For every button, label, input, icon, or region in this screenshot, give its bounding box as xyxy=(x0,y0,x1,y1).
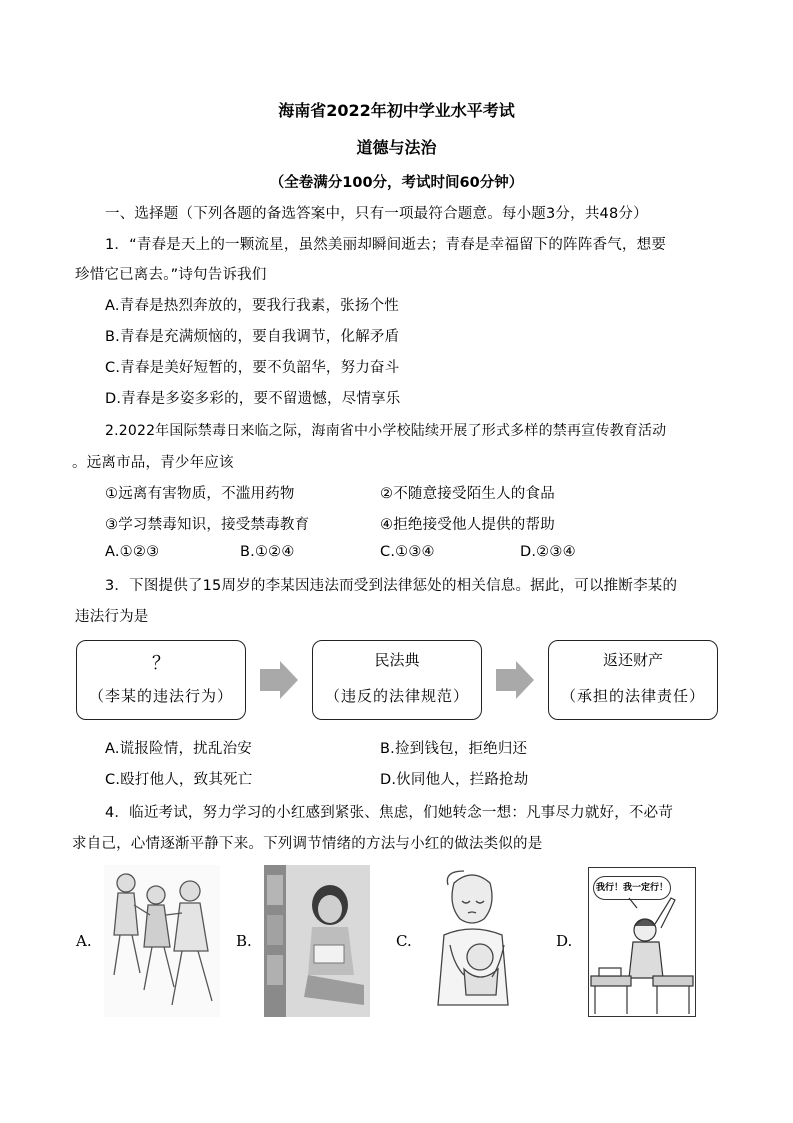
flow-box-liability-top: 返还财产 xyxy=(602,651,663,669)
q1-option-d: D.青春是多姿多彩的，要不留遗憾，尽情享乐 xyxy=(105,391,401,407)
q3-option-d: D.伙同他人，拦路抢劫 xyxy=(380,772,529,788)
dancing-girls-image xyxy=(104,865,220,1017)
q1-option-c: C.青春是美好短暂的，要不负韶华，努力奋斗 xyxy=(105,360,400,376)
flow-box-act-top: ？ xyxy=(152,653,170,674)
flow-box-liability-bottom: （承担的法律责任） xyxy=(560,687,705,705)
q1-stem-line1: 1．“青春是天上的一颗流星，虽然美丽却瞬间逝去；青春是幸福留下的阵阵香气，想要 xyxy=(105,237,667,253)
arrow-right-icon xyxy=(494,660,536,700)
q1-option-a: A.青春是热烈奔放的，要我行我素，张扬个性 xyxy=(105,298,399,314)
flow-box-law-top: 民法典 xyxy=(374,651,420,669)
q4-label-a: A. xyxy=(76,932,92,950)
q4-stem-line2: 求自己，心情逐渐平静下来。下列调节情绪的方法与小红的做法类似的是 xyxy=(72,836,543,852)
q4-label-c: C. xyxy=(396,932,412,950)
flow-box-liability xyxy=(548,640,718,720)
q3-stem-line1: 3．下图提供了15周岁的李某因违法而受到法律惩处的相关信息。据此，可以推断李某的 xyxy=(105,578,678,594)
q3-option-c: C.殴打他人，致其死亡 xyxy=(105,772,253,788)
q2-option-d: D.②③④ xyxy=(520,544,576,560)
q2-stem-line2: 。远离市品，青少年应该 xyxy=(72,455,234,471)
q2-item-2: ②不随意接受陌生人的食品 xyxy=(380,486,555,502)
exam-note: （全卷满分100分，考试时间60分钟） xyxy=(269,175,524,191)
q3-option-b: B.捡到钱包，拒绝归还 xyxy=(380,741,528,757)
flow-box-law xyxy=(312,640,482,720)
confident-girl-image xyxy=(588,867,696,1017)
speech-bubble: 我行！我一定行！ xyxy=(593,876,671,900)
q2-item-1: ①远离有害物质，不滥用药物 xyxy=(105,486,295,502)
q3-stem-line2: 违法行为是 xyxy=(75,609,149,625)
arrow-right-icon xyxy=(258,660,300,700)
q4-label-b: B. xyxy=(236,932,252,950)
q1-option-b: B.青春是充满烦恼的，要自我调节，化解矛盾 xyxy=(105,329,400,345)
q2-item-4: ④拒绝接受他人提供的帮助 xyxy=(380,517,555,533)
q4-label-d: D. xyxy=(556,932,573,950)
q2-option-b: B.①②④ xyxy=(240,544,295,560)
exam-title: 海南省2022年初中学业水平考试 xyxy=(278,101,515,120)
reading-girl-photo xyxy=(264,865,370,1017)
subject-title: 道德与法治 xyxy=(356,138,437,157)
section-heading: 一、选择题（下列各题的备选答案中，只有一项最符合题意。每小题3分，共48分） xyxy=(105,206,648,222)
q2-stem-line1: 2.2022年国际禁毒日来临之际，海南省中小学校陆续开展了形式多样的禁再宣传教育活动 xyxy=(105,423,667,439)
q1-stem-line2: 珍惜它已离去。”诗句告诉我们 xyxy=(75,267,267,283)
crying-mother-baby-image xyxy=(424,865,522,1017)
q2-option-a: A.①②③ xyxy=(105,544,160,560)
q2-option-c: C.①③④ xyxy=(380,544,435,560)
flow-box-law-bottom: （违反的法律规范） xyxy=(324,687,469,705)
q4-stem-line1: 4．临近考试，努力学习的小红感到紧张、焦虑，们她转念一想：凡事尽力就好，不必苛 xyxy=(105,805,674,821)
flow-box-act xyxy=(76,640,246,720)
flow-box-act-bottom: （李某的违法行为） xyxy=(88,687,233,705)
q2-item-3: ③学习禁毒知识，接受禁毒教育 xyxy=(105,517,310,533)
q3-option-a: A.谎报险情，扰乱治安 xyxy=(105,741,252,757)
